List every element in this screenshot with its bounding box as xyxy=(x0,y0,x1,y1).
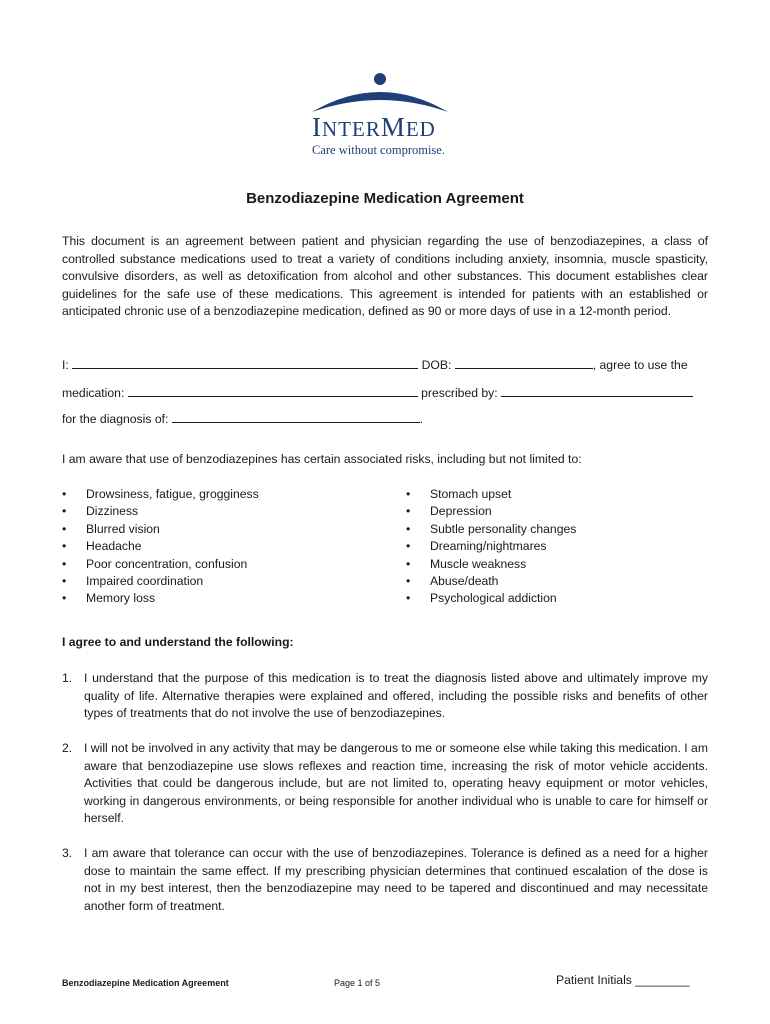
patient-initials: Patient Initials ________ xyxy=(556,973,690,987)
patient-name-field[interactable] xyxy=(72,356,418,369)
bullet-icon: • xyxy=(62,556,67,571)
list-item: • Depression xyxy=(406,503,576,520)
list-item: • Dreaming/nightmares xyxy=(406,538,576,555)
medication-field[interactable] xyxy=(128,384,418,397)
list-item: • Subtle personality changes xyxy=(406,521,576,538)
item-number: 3. xyxy=(62,846,73,860)
agree-suffix: , agree to use the xyxy=(592,358,688,372)
i-label: I: xyxy=(62,358,69,372)
document-title: Benzodiazepine Medication Agreement xyxy=(246,190,524,207)
bullet-icon: • xyxy=(406,574,411,589)
risk-list-right xyxy=(406,486,576,608)
page-number: Page 1 of 5 xyxy=(334,978,381,988)
agreement-item-3 xyxy=(62,845,708,915)
item-text: I understand that the purpose of this medication is to treat the diagnosis listed above and ultimately improve my quality of life. Alternative therapies were explained and offered, including the possible risks and benefits of other types of treatments that do not involve the use of benzodiazepines. xyxy=(84,671,708,720)
list-item: • Dizziness xyxy=(62,503,259,520)
list-item: • Headache xyxy=(62,538,259,555)
bullet-icon: • xyxy=(62,521,67,536)
patient-line xyxy=(62,356,708,372)
bullet-icon: • xyxy=(62,574,67,589)
bullet-icon: • xyxy=(406,591,411,606)
bullet-icon: • xyxy=(406,556,411,571)
list-item: • Muscle weakness xyxy=(406,556,576,573)
agreement-item-1 xyxy=(62,670,708,723)
prescriber-field[interactable] xyxy=(501,384,693,397)
item-number: 2. xyxy=(62,741,73,755)
agree-heading: I agree to and understand the following: xyxy=(62,635,294,649)
item-text: I am aware that tolerance can occur with the use of benzodiazepines. Tolerance is defined as a need for a higher dose to maintain the same effect. If my prescribing physician determines that continued escalation of the dose is not in my best interest, then the benzodiazepine may need to be tapered and discontinued and may necessitate another form of treatment. xyxy=(84,846,708,913)
dob-field[interactable] xyxy=(455,356,593,369)
footer-title: Benzodiazepine Medication Agreement xyxy=(62,978,229,988)
risks-intro: I am aware that use of benzodiazepines has certain associated risks, including but not limited to: xyxy=(62,452,582,466)
list-item: • Impaired coordination xyxy=(62,573,259,590)
bullet-icon: • xyxy=(62,539,67,554)
item-number: 1. xyxy=(62,671,73,685)
medication-label: medication: xyxy=(62,386,125,400)
diagnosis-field[interactable] xyxy=(172,410,420,423)
intro-paragraph: This document is an agreement between patient and physician regarding the use of benzodiazepines, a class of controlled substance medications used to treat a variety of conditions including anxiety, insomnia, muscle spasticity, convulsive disorders, as well as detoxification from alcohol and other substances. This document establishes clear guidelines for the safe use of these medications. This agreement is intended for patients with an established or anticipated chronic use of a benzodiazepine medication, defined as 90 or more days of use in a 12-month period. xyxy=(62,234,708,319)
brand-name: INTERMED xyxy=(312,112,436,142)
medication-line xyxy=(62,384,708,400)
list-item: • Memory loss xyxy=(62,590,259,607)
list-item: • Stomach upset xyxy=(406,486,576,503)
bullet-icon: • xyxy=(406,539,411,554)
agreement-item-2 xyxy=(62,740,708,828)
prescribed-label: prescribed by: xyxy=(421,386,498,400)
diagnosis-line xyxy=(62,410,708,426)
diagnosis-suffix: . xyxy=(419,412,424,426)
diagnosis-label: for the diagnosis of: xyxy=(62,412,169,426)
bullet-icon: • xyxy=(62,504,67,519)
list-item: • Psychological addiction xyxy=(406,590,576,607)
list-item: • Abuse/death xyxy=(406,573,576,590)
bullet-icon: • xyxy=(406,504,411,519)
dob-label: DOB: xyxy=(421,358,452,372)
list-item: • Blurred vision xyxy=(62,521,259,538)
bullet-icon: • xyxy=(406,521,411,536)
list-item: • Poor concentration, confusion xyxy=(62,556,259,573)
item-text: I will not be involved in any activity that may be dangerous to me or someone else while taking this medication. I am aware that benzodiazepine use slows reflexes and reaction time, increasing the risk of motor vehicle accidents. Activities that could be dangerous include, but are not limited to, operating heavy equipment or motor vehicles, working in dangerous environments, or being responsible for another individual who is unable to care for himself or herself. xyxy=(84,741,708,825)
bullet-icon: • xyxy=(406,487,411,501)
list-item: • Drowsiness, fatigue, grogginess xyxy=(62,486,259,503)
brand-tagline: Care without compromise. xyxy=(312,143,445,157)
bullet-icon: • xyxy=(62,591,67,606)
risk-list-left xyxy=(62,486,259,608)
bullet-icon: • xyxy=(62,487,67,501)
